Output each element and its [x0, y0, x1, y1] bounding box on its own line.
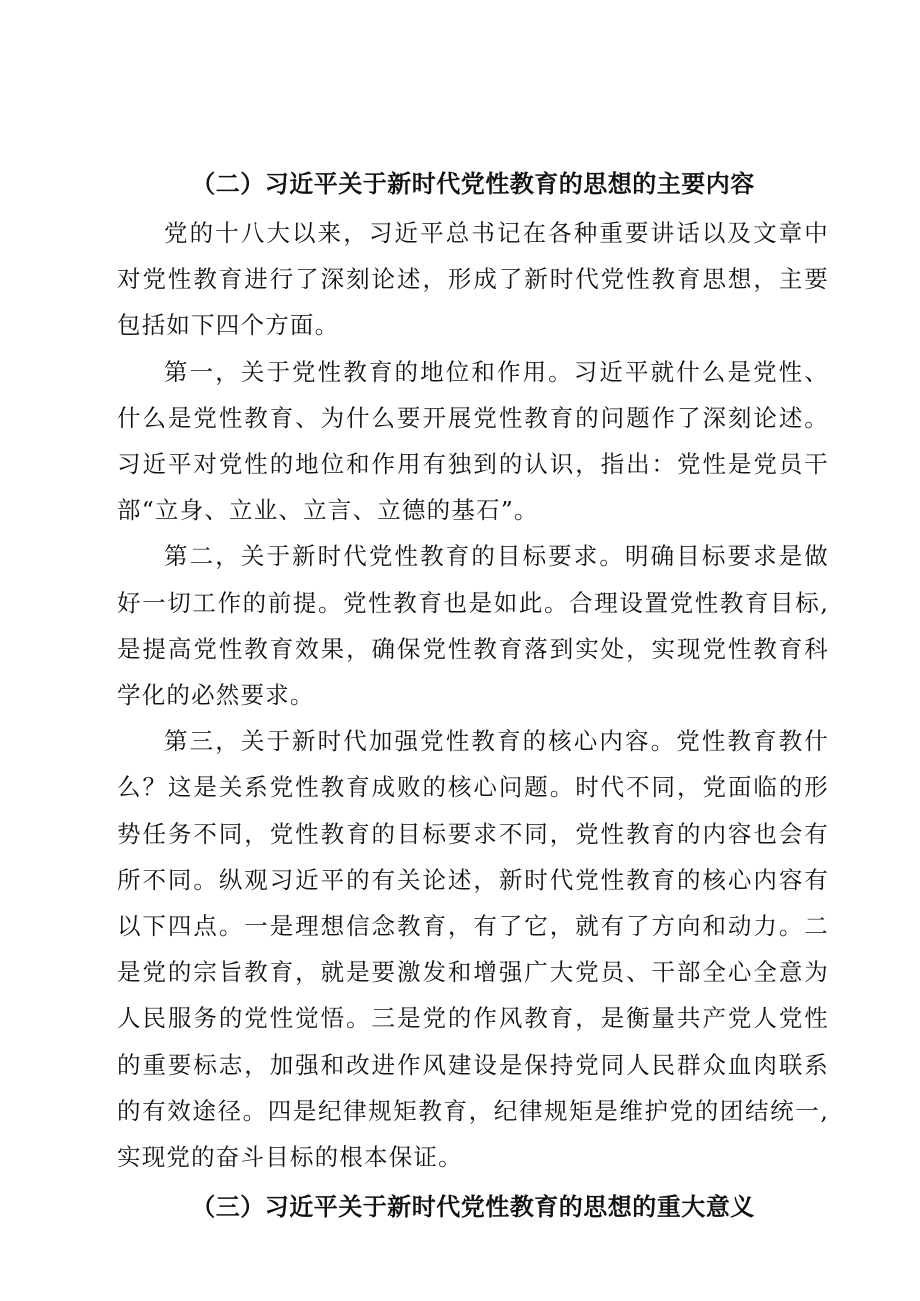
document-page [117, 158, 829, 1233]
paragraph-first-point: 第一，关于党性教育的地位和作用。习近平就什么是党性、什么是党性教育、为什么要开展党性教育的问题作了深刻论述。习近平对党性的地位和作用有独到的认识，指出：党性是党员干部“立身、立业、立言、立德的基石”。 [117, 357, 829, 525]
section-heading-2: （二）习近平关于新时代党性教育的思想的主要内容 [191, 169, 755, 198]
paragraph-third-point: 第三，关于新时代加强党性教育的核心内容。党性教育教什么？这是关系党性教育成败的核心问题。时代不同，党面临的形势任务不同，党性教育的目标要求不同，党性教育的内容也会有所不同。纵观习近平的有关论述，新时代党性教育的核心内容有以下四点。一是理想信念教育，有了它，就有了方向和动力。二是党的宗旨教育，就是要激发和增强广大党员、干部全心全意为人民服务的党性觉悟。三是党的作风教育，是衡量共产党人党性的重要标志，加强和改进作风建设是保持党同人民群众血肉联系的有效途径。四是纪律规矩教育，纪律规矩是维护党的团结统一,实现党的奋斗目标的根本保证。 [117, 727, 829, 1172]
paragraph-second-point: 第二，关于新时代党性教育的目标要求。明确目标要求是做好一切工作的前提。党性教育也是如此。合理设置党性教育目标,是提高党性教育效果，确保党性教育落到实处，实现党性教育科学化的必然要求。 [117, 542, 829, 710]
paragraph-intro: 党的十八大以来，习近平总书记在各种重要讲话以及文章中对党性教育进行了深刻论述，形成了新时代党性教育思想，主要包括如下四个方面。 [117, 219, 829, 340]
section-heading-3: （三）习近平关于新时代党性教育的思想的重大意义 [191, 1192, 755, 1222]
